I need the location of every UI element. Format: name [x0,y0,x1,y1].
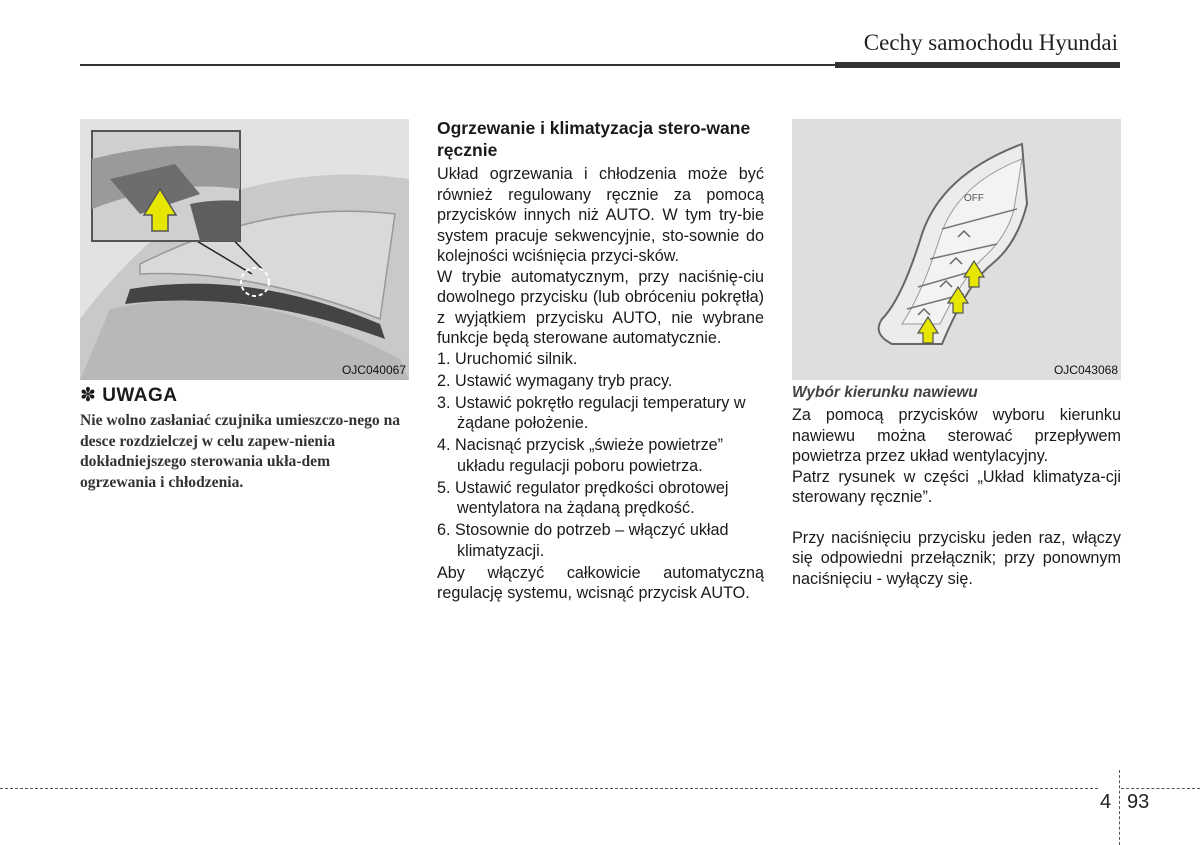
running-header: Cechy samochodu Hyundai [863,30,1118,55]
windshield-illustration [80,119,409,380]
list-item: 1. Uruchomić silnik. [437,349,578,368]
paragraph: Układ ogrzewania i chłodzenia może być również regulowany ręcznie za pomocą przycisków innych niż AUTO. W tym try-bie system pracuje sekwencyjnie, sto-sownie do kolejności wciśnięcia przyci-sków. [437,165,764,265]
list-item: 3. Ustawić pokrętło regulacji temperatury w żądane położenie. [437,393,746,432]
sensor-figure [80,119,409,380]
caution-text: Nie wolno zasłaniać czujnika umieszczo-nego na desce rozdzielczej w celu zapew-nienia dokładniejszego sterowania ukła-dem ogrzewania i chłodzenia. [80,412,401,491]
paragraph: Za pomocą przycisków wyboru kierunku nawiewu można sterować przepływem powietrza przez układ wentylacyjny. [792,406,1121,465]
off-label: OFF [964,193,984,204]
list-item: 6. Stosownie do potrzeb – włączyć układ klimatyzacji. [437,521,729,560]
list-item: 5. Ustawić regulator prędkości obrotowej wentylatora na żądaną prędkość. [437,478,729,517]
caution-box [80,384,410,493]
steps-list [437,349,764,562]
header-rule-accent [835,62,1120,68]
section-title: Ogrzewanie i klimatyzacja stero-wane ręcznie [437,118,751,160]
figure-caption: Wybór kierunku nawiewu [792,384,978,401]
paragraph: Patrz rysunek w części „Układ klimatyza-cji sterowany ręcznie”. [792,467,1121,506]
page-number: 93 [1127,791,1150,813]
control-panel-illustration [792,119,1121,380]
figure-code: OJC040067 [341,363,406,377]
caution-title: ✽ UWAGA [80,385,178,406]
airflow-section [792,383,1121,589]
manual-control-section [437,117,764,604]
airflow-buttons-figure [792,119,1121,380]
footer-rule [1121,788,1200,789]
paragraph: W trybie automatycznym, przy naciśnię-ciu dowolnego przycisku (lub obróceniu pokrętła) z wyjątkiem przycisku AUTO, nie wybrane funkcje będą sterowane automatycznie. [437,267,764,347]
paragraph: Aby włączyć całkowicie automatyczną regulację systemu, wcisnąć przycisk AUTO. [437,563,764,602]
paragraph: Przy naciśnięciu przycisku jeden raz, włączy się odpowiedni przełącznik; przy ponownym naciśnięciu - wyłączy się. [792,528,1121,588]
footer-rule [0,788,1098,789]
list-item: 2. Ustawić wymagany tryb pracy. [437,371,673,390]
figure-code: OJC043068 [1053,363,1118,377]
chapter-number: 4 [1100,791,1112,813]
footer-divider [1119,770,1120,845]
list-item: 4. Nacisnąć przycisk „świeże powietrze” układu regulacji poboru powietrza. [437,436,724,475]
